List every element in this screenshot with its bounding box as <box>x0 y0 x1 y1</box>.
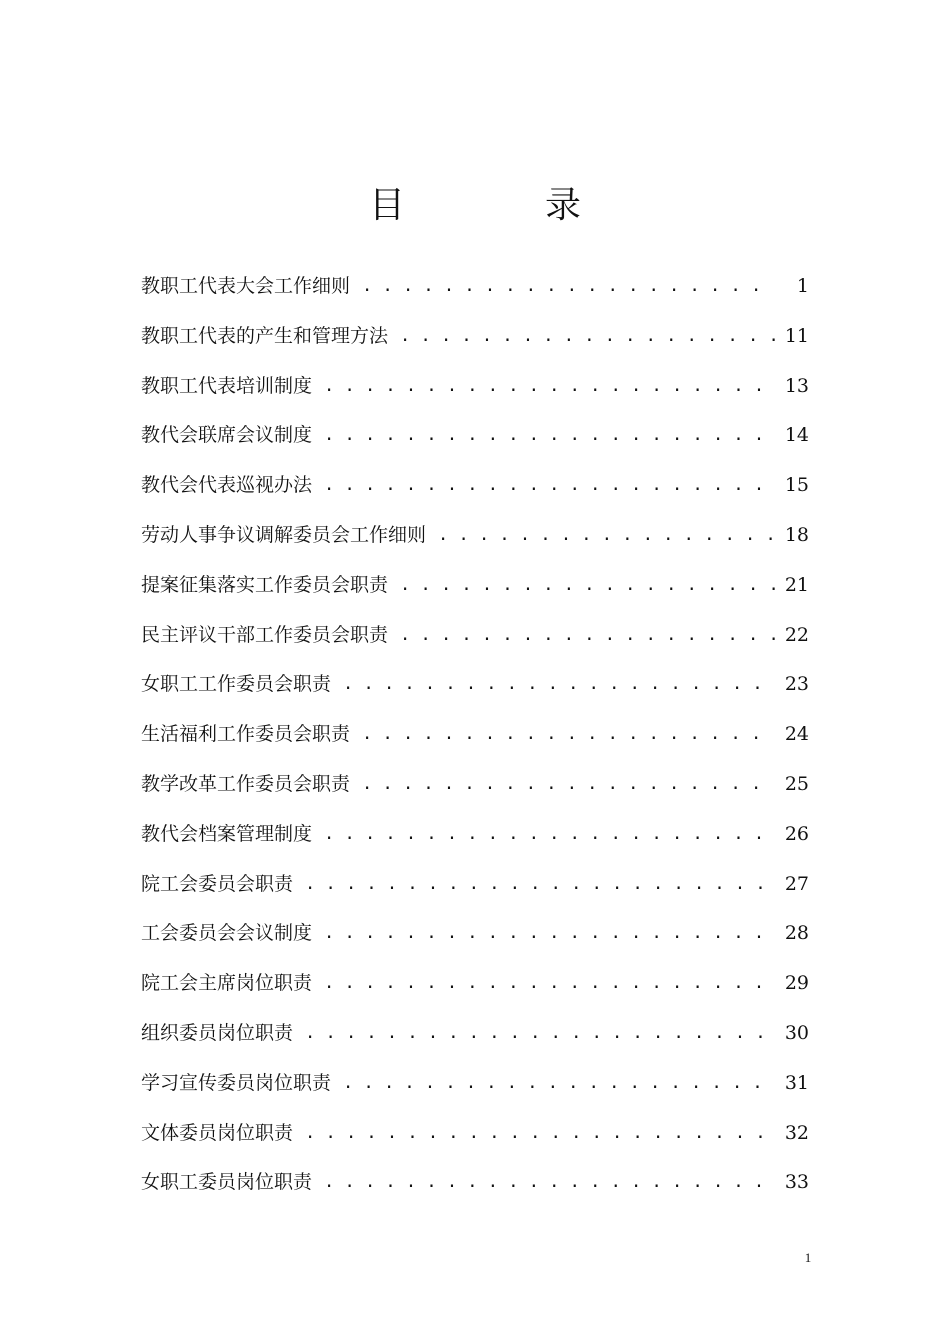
dot-leader <box>324 362 775 412</box>
dot-leader <box>362 262 775 312</box>
toc-entry[interactable] <box>141 760 809 810</box>
dot-leader <box>324 1158 775 1208</box>
toc-entry[interactable] <box>141 262 809 312</box>
toc-entry-title: 女职工委员岗位职责 <box>141 1171 313 1194</box>
dot-leader <box>400 611 775 661</box>
toc-entry-title: 提案征集落实工作委员会职责 <box>141 573 389 596</box>
dot-leader <box>343 660 775 710</box>
page-number: 1 <box>804 1250 812 1265</box>
toc-entry-page: 1 <box>796 275 809 297</box>
toc-entry-page: 28 <box>784 922 809 945</box>
dot-leader <box>400 312 775 362</box>
toc-entry-page: 31 <box>784 1071 809 1094</box>
toc-entry[interactable] <box>141 511 809 561</box>
dot-leader <box>400 561 775 611</box>
page-title: 目 录 <box>368 185 633 227</box>
dot-leader <box>305 860 775 910</box>
toc-entry-title: 院工会主席岗位职责 <box>141 972 313 995</box>
toc-entry[interactable] <box>141 1158 809 1208</box>
dot-leader <box>343 1059 775 1109</box>
toc-entry-page: 30 <box>784 1021 809 1044</box>
toc-entry[interactable] <box>141 909 809 959</box>
toc-entry[interactable] <box>141 461 809 511</box>
toc-entry[interactable] <box>141 810 809 860</box>
toc-entry-title: 组织委员岗位职责 <box>141 1021 294 1044</box>
dot-leader <box>324 909 775 959</box>
table-of-contents <box>141 262 809 1208</box>
toc-entry-title: 教代会联席会议制度 <box>141 424 313 447</box>
dot-leader <box>324 959 775 1009</box>
toc-entry-page: 25 <box>784 772 809 795</box>
dot-leader <box>305 1109 775 1159</box>
toc-entry-page: 32 <box>784 1121 809 1144</box>
toc-entry-title: 教学改革工作委员会职责 <box>141 772 351 795</box>
toc-entry-page: 33 <box>784 1171 809 1194</box>
toc-entry[interactable] <box>141 611 809 661</box>
toc-entry[interactable] <box>141 1009 809 1059</box>
toc-entry-title: 教代会档案管理制度 <box>141 822 313 845</box>
dot-leader <box>305 1009 775 1059</box>
toc-entry[interactable] <box>141 561 809 611</box>
dot-leader <box>362 760 775 810</box>
dot-leader <box>324 411 775 461</box>
toc-entry-page: 22 <box>784 623 809 646</box>
toc-entry-title: 文体委员岗位职责 <box>141 1121 294 1144</box>
dot-leader <box>362 710 775 760</box>
toc-entry-title: 生活福利工作委员会职责 <box>141 723 351 746</box>
toc-entry[interactable] <box>141 860 809 910</box>
toc-entry-title: 劳动人事争议调解委员会工作细则 <box>141 523 427 546</box>
toc-entry-page: 23 <box>784 673 809 696</box>
toc-entry[interactable] <box>141 710 809 760</box>
toc-entry[interactable] <box>141 1109 809 1159</box>
toc-entry-page: 29 <box>784 972 809 995</box>
toc-entry[interactable] <box>141 362 809 412</box>
toc-entry-title: 教职工代表培训制度 <box>141 374 313 397</box>
toc-entry[interactable] <box>141 660 809 710</box>
toc-entry-page: 14 <box>784 424 809 447</box>
toc-entry-title: 民主评议干部工作委员会职责 <box>141 623 389 646</box>
toc-entry-title: 女职工工作委员会职责 <box>141 673 332 696</box>
toc-entry[interactable] <box>141 312 809 362</box>
toc-entry-page: 11 <box>784 324 809 347</box>
toc-entry-page: 24 <box>784 723 809 746</box>
toc-entry-title: 工会委员会会议制度 <box>141 922 313 945</box>
toc-entry[interactable] <box>141 1059 809 1109</box>
toc-entry[interactable] <box>141 411 809 461</box>
toc-entry-title: 教职工代表的产生和管理方法 <box>141 324 389 347</box>
toc-entry[interactable] <box>141 959 809 1009</box>
toc-entry-title: 教职工代表大会工作细则 <box>141 275 351 297</box>
toc-entry-page: 18 <box>784 523 809 546</box>
toc-entry-page: 15 <box>784 474 809 497</box>
dot-leader <box>324 461 775 511</box>
toc-entry-page: 13 <box>784 374 809 397</box>
toc-entry-page: 21 <box>784 573 809 596</box>
dot-leader <box>324 810 775 860</box>
toc-entry-title: 教代会代表巡视办法 <box>141 474 313 497</box>
toc-entry-title: 学习宣传委员岗位职责 <box>141 1071 332 1094</box>
toc-entry-title: 院工会委员会职责 <box>141 872 294 895</box>
dot-leader <box>438 511 775 561</box>
toc-entry-page: 26 <box>784 822 809 845</box>
toc-entry-page: 27 <box>784 872 809 895</box>
